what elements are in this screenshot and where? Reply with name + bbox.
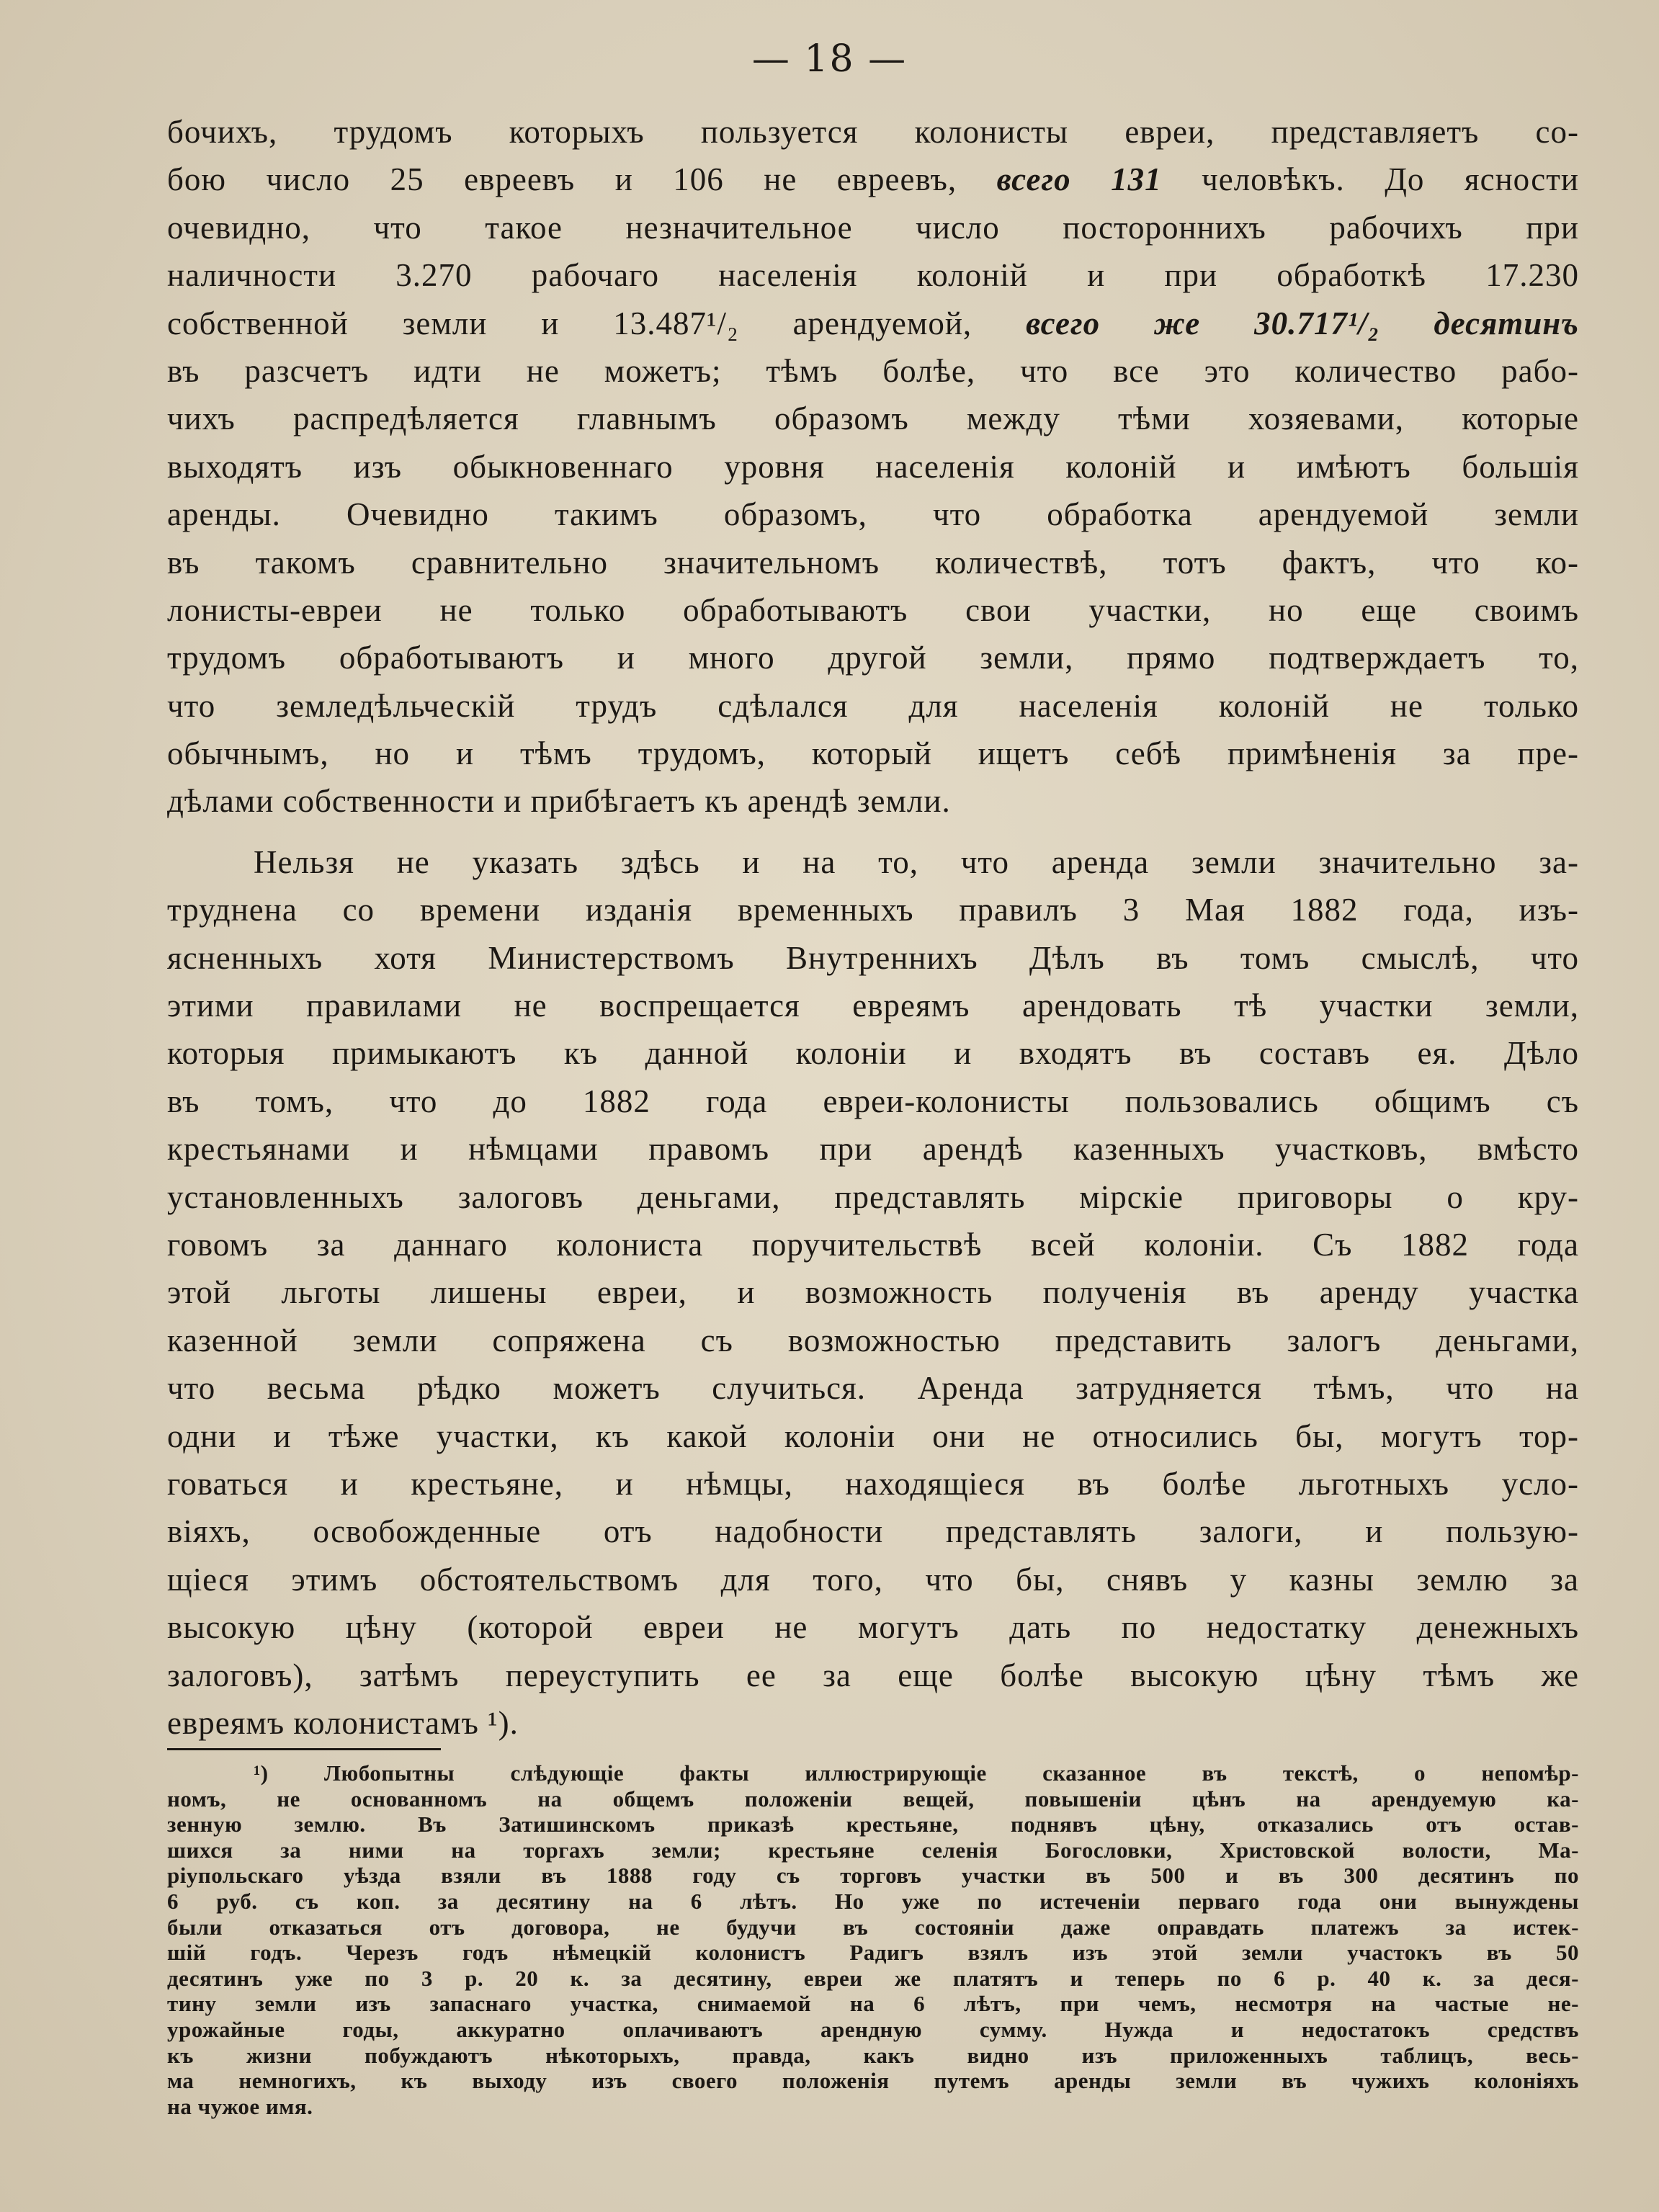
paragraph_1-line	[167, 300, 1579, 347]
paragraph_2-line: этими правилами не воспрещается евреямъ арендовать тѣ участки земли,	[167, 988, 1579, 1024]
paragraph_2-line: говаться и крестьяне, и нѣмцы, находящіеся въ болѣе льготныхъ усло-	[167, 1465, 1579, 1502]
footnote-line: тину земли изъ запаснаго участка, снимаемой на 6 лѣтъ, при чемъ, несмотря на частые не-	[167, 1991, 1579, 2017]
paragraph_2-line: казенной земли сопряжена съ возможностью представить залогъ деньгами,	[167, 1322, 1579, 1358]
emphasis-text: всего же 30.717¹/₂ десятинъ	[1026, 305, 1579, 341]
paragraph_1-line: въ такомъ сравнительно значительномъ количествѣ, тотъ фактъ, что ко-	[167, 544, 1579, 581]
paragraph_2-line: которыя примыкаютъ къ данной колоніи и входятъ въ составъ ея. Дѣло	[167, 1035, 1579, 1072]
text-run: человѣкъ. До ясности	[1161, 161, 1580, 198]
footnote-line: были отказаться отъ договора, не будучи въ состояніи даже оправдать платежъ за истек-	[167, 1914, 1579, 1940]
text-run: собственной земли и 13.487¹/₂ арендуемой,	[167, 305, 1027, 341]
paragraph_2-line: віяхъ, освобожденные отъ надобности представлять залоги, и пользую-	[167, 1513, 1579, 1550]
paragraph_1-line: лонисты-евреи не только обработываютъ свои участки, но еще своимъ	[167, 591, 1579, 628]
paragraph_1-line: очевидно, что такое незначительное число постороннихъ рабочихъ при	[167, 209, 1579, 246]
footnote-line: шихся за ними на торгахъ земли; крестьяне селенія Богословки, Христовской волости, Ма-	[167, 1837, 1579, 1863]
footnotes	[167, 1760, 1579, 2119]
paragraph_1-line: выходятъ изъ обыкновеннаго уровня населенія колоній и имѣютъ большія	[167, 448, 1579, 485]
footnote-line: на чужое имя.	[167, 2093, 313, 2119]
paragraph_2-line: ясненныхъ хотя Министерствомъ Внутреннихъ Дѣлъ въ томъ смыслѣ, что	[167, 939, 1579, 976]
footnote-rule	[167, 1748, 441, 1750]
paragraph_1-line: обычнымъ, но и тѣмъ трудомъ, который ищетъ себѣ примѣненія за пре-	[167, 735, 1579, 772]
footnote-line: къ жизни побуждаютъ нѣкоторыхъ, правда, какъ видно изъ приложенныхъ таблицъ, весь-	[167, 2042, 1579, 2068]
paragraph_1-line: что земледѣльческій трудъ сдѣлался для населенія колоній не только	[167, 687, 1579, 724]
paragraph_2-line: въ томъ, что до 1882 года евреи-колонисты пользовались общимъ съ	[167, 1083, 1579, 1119]
paragraph_2-line: высокую цѣну (которой евреи не могутъ дать по недостатку денежныхъ	[167, 1609, 1579, 1646]
footnote-line: ¹) Любопытны слѣдующіе факты иллюстрирующіе сказанное въ текстѣ, о непомѣр-	[254, 1760, 1579, 1786]
text-run: бою число 25 евреевъ и 106 не евреевъ,	[167, 161, 997, 198]
footnote-line: урожайные годы, аккуратно оплачиваютъ арендную сумму. Нужда и недостатокъ средствъ	[167, 2016, 1579, 2042]
body-text	[167, 108, 1579, 1747]
paragraph_1-line: дѣлами собственности и прибѣгаетъ къ арендѣ земли.	[167, 783, 951, 820]
paragraph_2-line: крестьянами и нѣмцами правомъ при арендѣ казенныхъ участковъ, вмѣсто	[167, 1131, 1579, 1168]
paragraph_1-line: трудомъ обработываютъ и много другой земли, прямо подтверждаетъ то,	[167, 640, 1579, 676]
paragraph_1-line: наличности 3.270 рабочаго населенія колоній и при обработкѣ 17.230	[167, 257, 1579, 294]
paragraph_2-line: Нельзя не указать здѣсь и на то, что аренда земли значительно за-	[254, 843, 1579, 880]
paragraph_2-line: что весьма рѣдко можетъ случиться. Аренда затрудняется тѣмъ, что на	[167, 1370, 1579, 1407]
paragraph_2-line: этой льготы лишены евреи, и возможность полученія въ аренду участка	[167, 1274, 1579, 1311]
emphasis-text: всего 131	[996, 161, 1162, 198]
paragraph_2-line: щіеся этимъ обстоятельствомъ для того, что бы, снявъ у казны землю за	[167, 1561, 1579, 1598]
footnote-line: зенную землю. Въ Затишинскомъ приказѣ крестьяне, поднявъ цѣну, отказались отъ остав-	[167, 1812, 1579, 1837]
paragraph_1-line: въ разсчетъ идти не можетъ; тѣмъ болѣе, что все это количество рабо-	[167, 352, 1579, 389]
footnote-line: ма немногихъ, къ выходу изъ своего положенія путемъ аренды земли въ чужихъ колоніяхъ	[167, 2068, 1579, 2094]
paragraph_1-line	[167, 156, 1579, 203]
paragraph_2-line: установленныхъ залоговъ деньгами, представлять мірскіе приговоры о кру-	[167, 1178, 1579, 1215]
paragraph_2-line: говомъ за даннаго колониста поручительствѣ всей колоніи. Съ 1882 года	[167, 1226, 1579, 1263]
footnote-line: 6 руб. съ коп. за десятину на 6 лѣтъ. Но уже по истеченіи перваго года они вынуждены	[167, 1888, 1579, 1914]
footnote-line: шій годъ. Черезъ годъ нѣмецкій колонистъ Радигъ взялъ изъ этой земли участокъ въ 50	[167, 1940, 1579, 1966]
paragraph_2-line: труднена со времени изданія временныхъ правилъ 3 Мая 1882 года, изъ-	[167, 892, 1579, 928]
paragraph_2-line: залоговъ), затѣмъ переуступить ее за еще болѣе высокую цѣну тѣмъ же	[167, 1657, 1579, 1693]
paragraph_1-line: чихъ распредѣляется главнымъ образомъ между тѣми хозяевами, которые	[167, 400, 1579, 437]
paragraph_1-line: бочихъ, трудомъ которыхъ пользуется колонисты евреи, представляетъ со-	[167, 114, 1579, 150]
footnote-line: десятинъ уже по 3 р. 20 к. за десятину, евреи же платятъ и теперь по 6 р. 40 к. за деся-	[167, 1965, 1579, 1991]
paragraph_2-line: евреямъ колонистамъ ¹).	[167, 1704, 519, 1741]
footnote-line: ріупольскаго уѣзда взяли въ 1888 году съ торговъ участки въ 500 и въ 300 десятинъ по	[167, 1863, 1579, 1889]
page-number: — 18 —	[751, 37, 908, 81]
paragraph_1-line: аренды. Очевидно такимъ образомъ, что обработка арендуемой земли	[167, 496, 1579, 533]
footnote-line: номъ, не основанномъ на общемъ положеніи вещей, повышеніи цѣнъ на арендуемую ка-	[167, 1786, 1579, 1812]
paragraph_2-line: одни и тѣже участки, къ какой колоніи они не относились бы, могутъ тор-	[167, 1418, 1579, 1454]
